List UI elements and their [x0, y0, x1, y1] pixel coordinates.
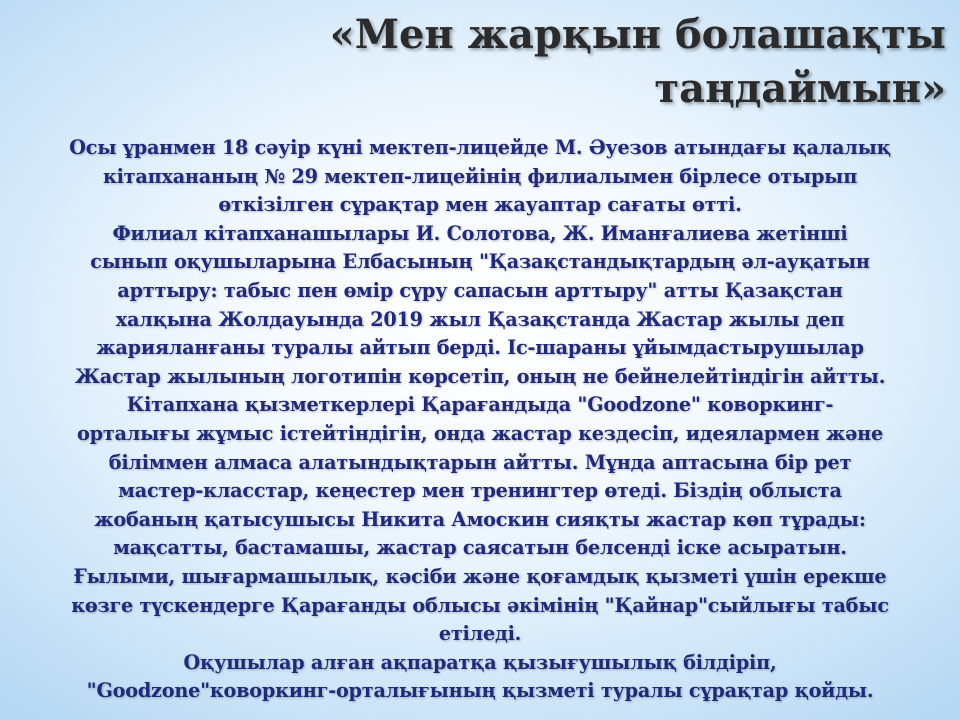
body-line: Осы ұранмен 18 сәуір күні мектеп-лицейде М. Әуезов атындағы қалалық	[69, 136, 891, 159]
body-line: Филиал кітапханашылары И. Солотова, Ж. Иманғалиева жетінші	[112, 221, 848, 245]
body-line: халқына Жолдауында 2019 жыл Қазақстанда Жастар жылы деп	[115, 307, 845, 331]
body-line: жарияланғаны туралы айтып берді. Іс-шараны ұйымдастырушылар	[96, 336, 864, 360]
slide-title	[126, 8, 946, 116]
body-line: "Goodzone"коворкинг-орталығының қызметі туралы сұрақтар қойды.	[86, 679, 874, 703]
body-line: Жастар жылының логотипін көрсетіп, оның не бейнелейтіндігін айтты.	[74, 364, 886, 388]
body-line: орталығы жұмыс істейтіндігін, онда жастар кездесіп, идеялармен және	[77, 421, 883, 445]
body-line: Ғылыми, шығармашылық, кәсіби және қоғамдық қызметі үшін ерекше	[73, 564, 887, 588]
body-line: Кітапхана қызметкерлері Қарағандыда "Goodzone" коворкинг-	[126, 393, 834, 417]
body-line: мақсатты, бастамашы, жастар саясатын белсенді іске асыратын.	[113, 536, 847, 560]
title-line: «Мен жарқын болашақты	[329, 11, 946, 58]
body-line: біліммен алмаса алатындықтарын айтты. Мұнда аптасына бір рет	[108, 450, 852, 474]
body-line: жобаның қатысушысы Никита Амоскин сияқты жастар көп тұрады:	[94, 507, 866, 531]
body-line: Оқушылар алған ақпаратқа қызығушылық білдіріп,	[183, 650, 777, 674]
body-line: сынып оқушыларына Елбасының "Қазақстандықтардың әл-ауқатын	[90, 250, 870, 274]
body-line: өткізілген сұрақтар мен жауаптар сағаты өтті.	[218, 193, 742, 217]
title-line: таңдаймын»	[654, 65, 946, 112]
body-line: мастер-класстар, кеңестер мен тренингтер өтеді. Біздің облыста	[118, 479, 842, 503]
body-line: көзге түскендерге Қарағанды облысы әкімінің "Қайнар"сыйлығы табыс	[71, 593, 889, 617]
slide-body-text	[4, 134, 956, 706]
body-line: арттыру: табыс пен өмір сүру сапасын арттыру" атты Қазақстан	[117, 278, 843, 302]
body-line: кітапхананың № 29 мектеп-лицейінің филиалымен бірлесе отырып	[102, 164, 858, 188]
body-line: етіледі.	[438, 622, 522, 646]
